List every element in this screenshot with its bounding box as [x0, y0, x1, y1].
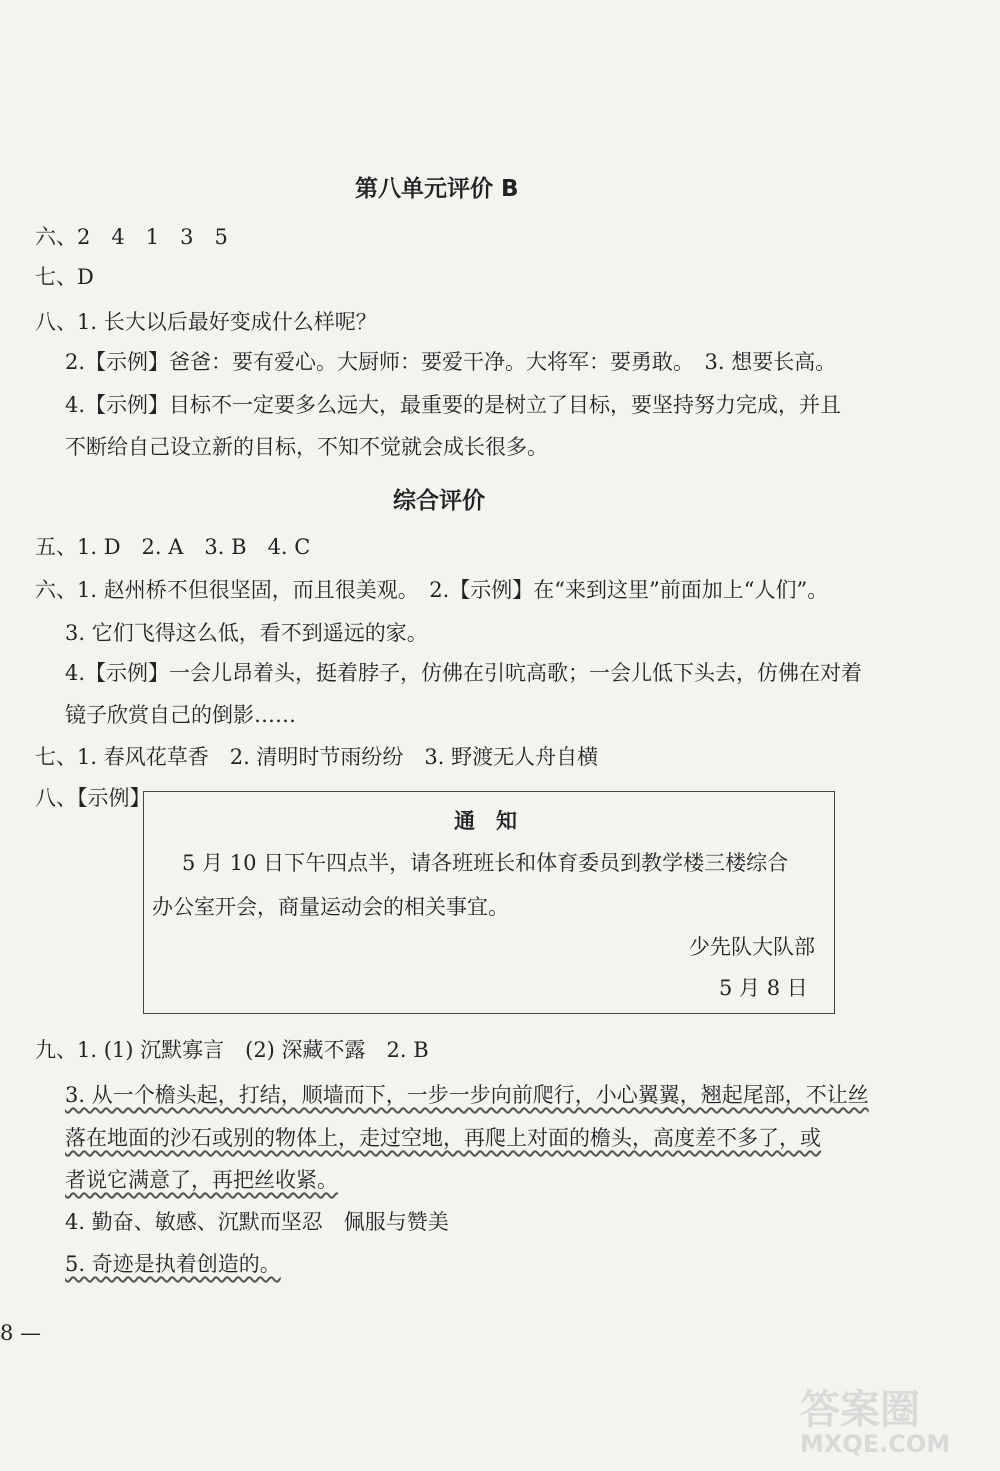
underlined-answer-line: 者说它满意了，再把丝收紧。	[65, 1168, 338, 1192]
watermark-url: MXQE.COM	[800, 1430, 951, 1458]
answer-line: 六、2 4 1 3 5	[35, 225, 228, 249]
answer-line: 七、D	[35, 265, 94, 289]
notice-box	[143, 791, 835, 1014]
section-title-unit8: 第八单元评价 B	[355, 176, 519, 202]
underlined-answer-line: 5. 奇迹是执着创造的。	[65, 1252, 281, 1276]
notice-body-line: 5 月 10 日下午四点半，请各班班长和体育委员到教学楼三楼综合	[182, 851, 789, 875]
answer-line: 不断给自己设立新的目标，不知不觉就会成长很多。	[65, 435, 548, 459]
answer-line: 镜子欣赏自己的倒影……	[65, 703, 296, 727]
answer-line: 4.【示例】一会儿昂着头，挺着脖子，仿佛在引吭高歌；一会儿低下头去，仿佛在对着	[65, 661, 863, 685]
answer-line: 八、1. 长大以后最好变成什么样呢？	[35, 310, 377, 334]
answer-line: 八、【示例】	[35, 786, 151, 810]
section-title-comprehensive: 综合评价	[393, 488, 485, 514]
answer-line: 4. 勤奋、敏感、沉默而坚忍 佩服与赞美	[65, 1210, 449, 1234]
answer-line: 2.【示例】爸爸：要有爱心。大厨师：要爱干净。大将军：要勇敢。 3. 想要长高。	[65, 350, 837, 374]
answer-line: 七、1. 春风花草香 2. 清明时节雨纷纷 3. 野渡无人舟自横	[35, 745, 599, 769]
notice-heading: 通 知	[454, 808, 517, 833]
answer-line: 3. 它们飞得这么低，看不到遥远的家。	[65, 621, 428, 645]
underlined-answer-line: 落在地面的沙石或别的物体上，走过空地，再爬上对面的檐头，高度差不多了，或	[65, 1126, 821, 1150]
page-number: 8 —	[0, 1321, 42, 1345]
watermark-logo: 答案圈	[800, 1387, 920, 1433]
answer-line: 六、1. 赵州桥不但很坚固，而且很美观。 2.【示例】在“来到这里”前面加上“人们”。	[35, 578, 829, 602]
notice-date: 5 月 8 日	[719, 976, 808, 1000]
answer-line: 五、1. D 2. A 3. B 4. C	[35, 535, 311, 559]
answer-line: 4.【示例】目标不一定要多么远大，最重要的是树立了目标，要坚持努力完成，并且	[65, 393, 842, 417]
notice-body-line: 办公室开会，商量运动会的相关事宜。	[152, 895, 509, 919]
underlined-answer-line: 3. 从一个檐头起，打结，顺墙而下，一步一步向前爬行，小心翼翼，翘起尾部，不让丝	[65, 1083, 869, 1107]
notice-signature: 少先队大队部	[689, 935, 815, 959]
answer-line: 九、1. (1) 沉默寡言 (2) 深藏不露 2. B	[35, 1038, 429, 1062]
